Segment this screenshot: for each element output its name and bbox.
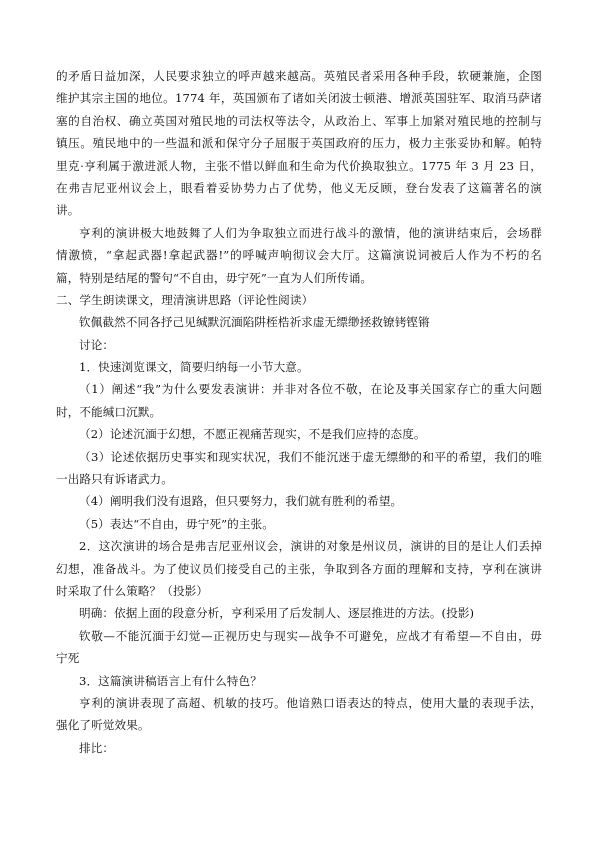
text-line: 维护其宗主国的地位。1774 年，英国颁布了诸如关闭波士顿港、增派英国驻军、取消马萨诸 bbox=[56, 91, 542, 106]
text-line: 里克·亨利属于激进派人物，主张不惜以鲜血和生命为代价换取独立。1775 年 3 月 23 日， bbox=[56, 158, 542, 173]
text-line: 在弗吉尼亚州议会上，眼看着妥协势力占了优势，他义无反顾，登台发表了这篇著名的演 bbox=[56, 180, 542, 195]
text-line: 1．快速浏览课文，简要归纳每一小节大意。 bbox=[79, 360, 309, 375]
text-line: （5）表达“不自由，毋宁死”的主张。 bbox=[79, 516, 274, 531]
text-line: 镇压。殖民地中的一些温和派和保守分子屈服于英国政府的压力，极力主张妥协和解。帕特 bbox=[56, 136, 542, 151]
text-line: 一出路只有诉诸武力。 bbox=[56, 472, 173, 487]
text-line: 讨论： bbox=[79, 337, 115, 352]
text-line: 3．这篇演讲稿语言上有什么特色？ bbox=[79, 673, 262, 688]
text-line: 幻想，准备战斗。为了使议员们接受自己的主张，争取到各方面的理解和支持，亨利在演讲 bbox=[56, 561, 542, 576]
document-body bbox=[56, 65, 542, 759]
text-line: （3）论述依据历史事实和现实状况，我们不能沉迷于虚无缥缈的和平的希望，我们的唯 bbox=[79, 449, 542, 464]
text-line: 塞的自治权、确立英国对殖民地的司法权等法令，从政治上、军事上加紧对殖民地的控制与 bbox=[56, 113, 542, 128]
text-line: 篇，特别是结尾的警句“不自由，毋宁死”一直为人们所传诵。 bbox=[56, 270, 373, 285]
text-line: 二、学生朗读课文，理清演讲思路（评论性阅读） bbox=[56, 292, 314, 307]
text-line: 强化了听觉效果。 bbox=[56, 718, 150, 733]
text-line: （2）论述沉湎于幻想，不愿正视痛苦现实，不是我们应持的态度。 bbox=[79, 427, 426, 442]
text-line: 排比： bbox=[79, 740, 115, 755]
text-line: 讲。 bbox=[56, 203, 80, 218]
text-line: 亨利的演讲极大地鼓舞了人们为争取独立而进行战斗的激情，他的演讲结束后，会场群 bbox=[79, 225, 542, 240]
text-line: 亨利的演讲表现了高超、机敏的技巧。他谙熟口语表达的特点，使用大量的表现手法， bbox=[79, 695, 542, 710]
text-line: 宁死 bbox=[56, 651, 80, 666]
text-line: 的矛盾日益加深，人民要求独立的呼声越来越高。英殖民者采用各种手段，软硬兼施，企图 bbox=[56, 69, 542, 83]
text-line: （1）阐述“我”为什么要发表演讲：并非对各位不敬，在论及事关国家存亡的重大问题 bbox=[79, 382, 542, 397]
text-line: 2．这次演讲的场合是弗吉尼亚州议会，演讲的对象是州议员，演讲的目的是让人们丢掉 bbox=[79, 539, 542, 554]
text-line: 情激愤，“拿起武器!拿起武器!”的呼喊声响彻议会大厅。这篇演说词被后人作为不朽的名 bbox=[56, 248, 542, 263]
text-line: 明确：依据上面的段意分析，亨利采用了后发制人、逐层推进的方法。(投影) bbox=[79, 606, 475, 621]
text-line: （4）阐明我们没有退路，但只要努力，我们就有胜利的希望。 bbox=[79, 494, 403, 509]
text-line: 时采取了什么策略？（投影） bbox=[56, 583, 209, 598]
text-line: 钦佩截然不同各抒己见缄默沉湎陷阱桎梏祈求虚无缥缈拯救镣铐铿锵 bbox=[79, 315, 430, 330]
text-line: 钦敬—不能沉湎于幻觉—正视历史与现实—战争不可避免，应战才有希望—不自由，毋 bbox=[79, 628, 542, 643]
text-line: 时，不能缄口沉默。 bbox=[56, 404, 162, 419]
